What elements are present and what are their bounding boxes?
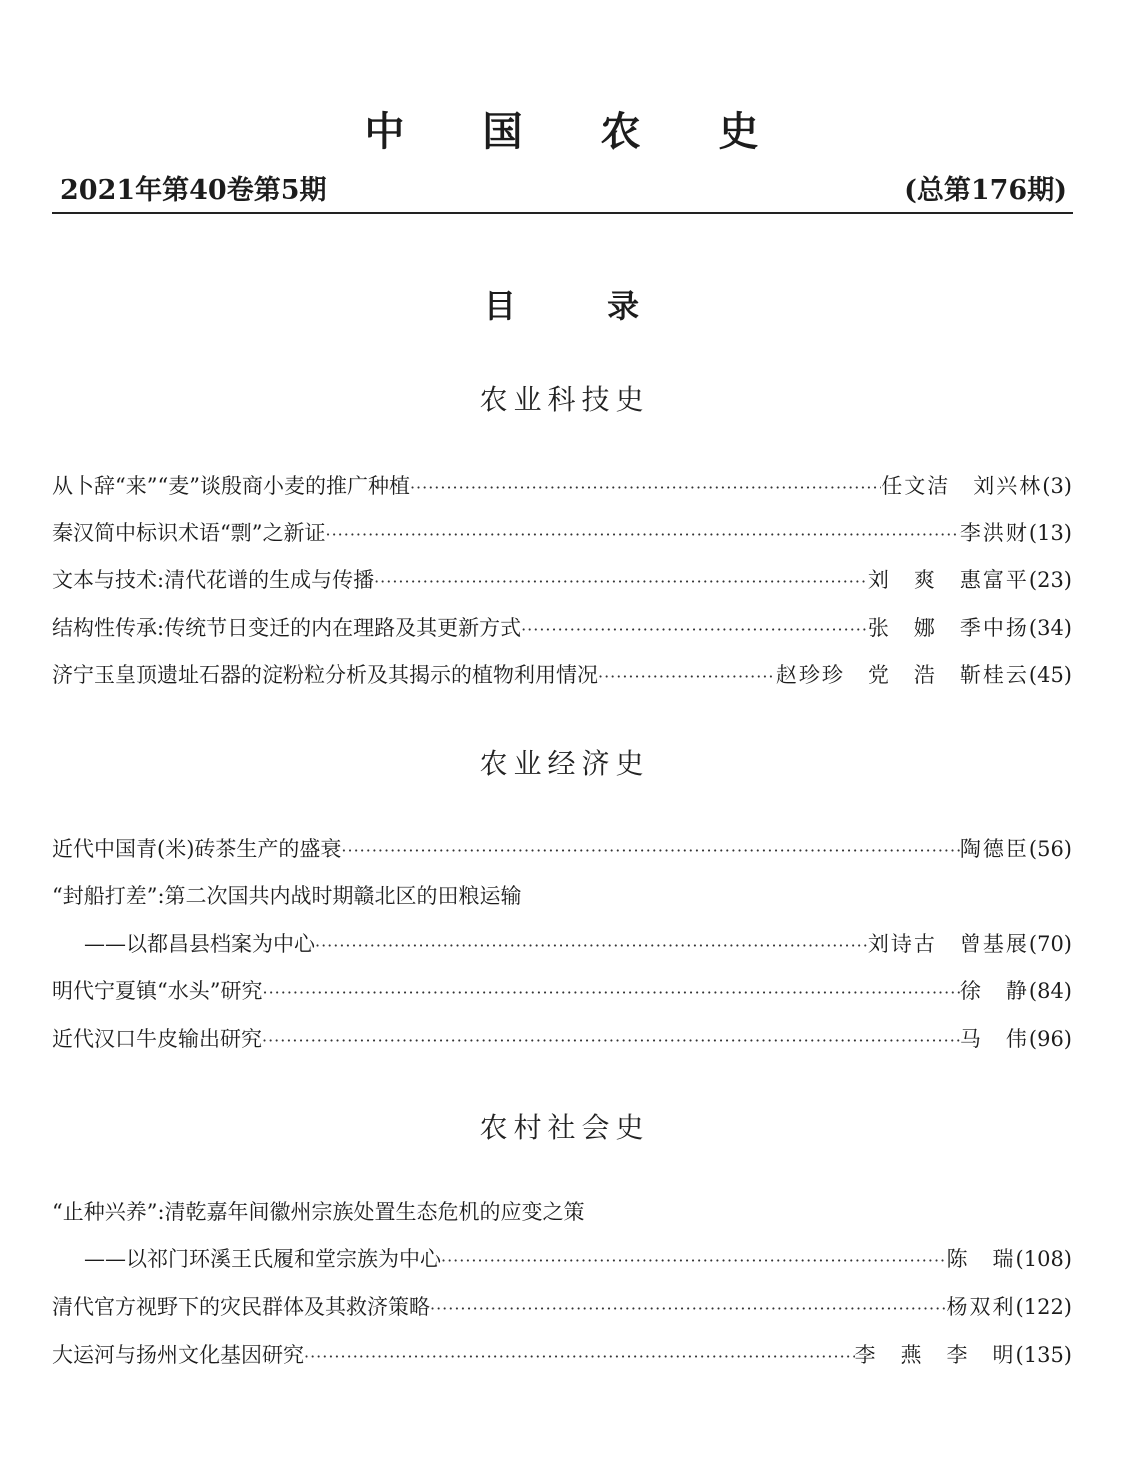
toc-entry[interactable] xyxy=(52,565,1072,595)
toc-entry[interactable] xyxy=(52,1340,1072,1370)
entry-authors: 陶德臣 xyxy=(959,837,1029,861)
entry-title: “封船打差”:第二次国共内战时期赣北区的田粮运输 xyxy=(52,884,522,908)
entry-authors: 刘诗古 曾基展 xyxy=(867,932,1029,956)
toc-entry-subtitle-line[interactable] xyxy=(84,929,1072,959)
entry-title: 近代中国青(米)砖茶生产的盛衰 xyxy=(52,837,342,861)
entry-title: 秦汉简中标识术语“剽”之新证 xyxy=(52,521,326,545)
entry-title: 大运河与扬州文化基因研究 xyxy=(52,1343,304,1367)
toc-entry[interactable] xyxy=(52,1292,1072,1322)
leader-dots xyxy=(410,473,881,503)
toc-heading: 目 录 xyxy=(483,287,680,325)
section-title-agri-tech: 农业科技史 xyxy=(479,383,650,416)
entry-authors: 赵珍珍 党 浩 靳桂云 xyxy=(775,663,1029,687)
toc-entry[interactable] xyxy=(52,613,1072,643)
toc-entry[interactable] xyxy=(52,660,1072,690)
leader-dots xyxy=(430,1294,947,1324)
entry-page: (13) xyxy=(1028,521,1072,545)
entry-page: (96) xyxy=(1028,1027,1072,1051)
leader-dots xyxy=(304,1342,855,1372)
entry-title: 近代汉口牛皮输出研究 xyxy=(52,1027,262,1051)
entry-page: (84) xyxy=(1028,979,1072,1003)
toc-entry[interactable] xyxy=(52,976,1072,1006)
entry-subtitle: ——以祁门环溪王氏履和堂宗族为中心 xyxy=(84,1247,441,1271)
section-title-rural-society: 农村社会史 xyxy=(479,1111,650,1144)
entry-page: (122) xyxy=(1015,1295,1072,1319)
leader-dots xyxy=(374,567,868,597)
leader-dots xyxy=(598,662,776,692)
entry-page: (23) xyxy=(1028,568,1072,592)
entry-page: (135) xyxy=(1015,1343,1072,1367)
leader-dots xyxy=(315,931,868,961)
entry-title: 明代宁夏镇“水头”研究 xyxy=(52,979,263,1003)
entry-authors: 马 伟 xyxy=(959,1027,1029,1051)
entry-title: 结构性传承:传统节日变迁的内在理路及其更新方式 xyxy=(52,616,522,640)
entry-authors: 李洪财 xyxy=(959,521,1029,545)
entry-page: (108) xyxy=(1015,1247,1072,1271)
entry-authors: 李 燕 李 明 xyxy=(854,1343,1016,1367)
toc-entry[interactable] xyxy=(52,518,1072,548)
leader-dots xyxy=(262,1026,960,1056)
toc-entry[interactable] xyxy=(52,1024,1072,1054)
entry-authors: 刘 爽 惠富平 xyxy=(867,568,1029,592)
entry-page: (34) xyxy=(1028,616,1072,640)
issue-number: 2021年第40卷第5期 xyxy=(60,175,327,206)
entry-authors: 徐 静 xyxy=(959,979,1029,1003)
entry-title: 从卜辞“来”“麦”谈殷商小麦的推广种植 xyxy=(52,474,410,498)
entry-page: (56) xyxy=(1028,837,1072,861)
entry-authors: 陈 瑞 xyxy=(946,1247,1016,1271)
issue-bar xyxy=(52,172,1073,214)
toc-entry[interactable] xyxy=(52,471,1072,501)
entry-title: 济宁玉皇顶遗址石器的淀粉粒分析及其揭示的植物利用情况 xyxy=(52,663,598,687)
entry-page: (3) xyxy=(1042,474,1072,498)
toc-entry[interactable] xyxy=(52,834,1072,864)
leader-dots xyxy=(521,615,868,645)
leader-dots xyxy=(441,1246,947,1276)
entry-page: (45) xyxy=(1028,663,1072,687)
journal-title: 中国农史 xyxy=(364,109,837,155)
entry-title: 清代官方视野下的灾民群体及其救济策略 xyxy=(52,1295,430,1319)
leader-dots xyxy=(325,520,959,550)
entry-page: (70) xyxy=(1028,932,1072,956)
toc-entry-title-line[interactable] xyxy=(52,1197,1072,1227)
leader-dots xyxy=(341,836,960,866)
total-issue-number: (总第176期) xyxy=(904,175,1067,206)
toc-entry-subtitle-line[interactable] xyxy=(84,1244,1072,1274)
entry-authors: 杨双利 xyxy=(946,1295,1016,1319)
entry-title: 文本与技术:清代花谱的生成与传播 xyxy=(52,568,375,592)
entry-subtitle: ——以都昌县档案为中心 xyxy=(84,932,315,956)
section-title-agri-economy: 农业经济史 xyxy=(479,747,650,780)
toc-entry-title-line[interactable] xyxy=(52,881,1072,911)
entry-title: “止种兴养”:清乾嘉年间徽州宗族处置生态危机的应变之策 xyxy=(52,1200,585,1224)
entry-authors: 张 娜 季中扬 xyxy=(867,616,1029,640)
entry-authors: 任文洁 刘兴林 xyxy=(881,474,1043,498)
leader-dots xyxy=(262,978,959,1008)
